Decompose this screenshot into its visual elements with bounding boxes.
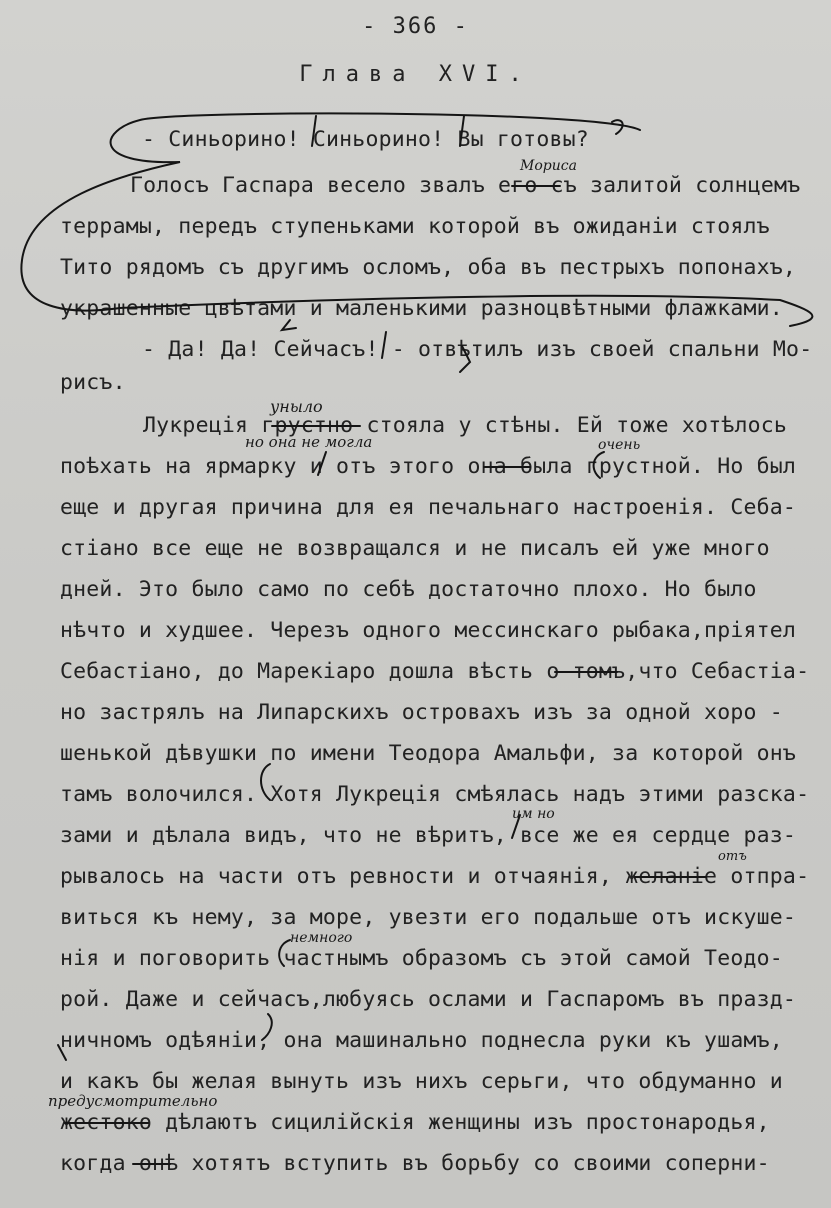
text-line: но застрялъ на Липарскихъ островахъ изъ за одной хоро - bbox=[60, 700, 783, 725]
text-line: террамы, передъ ступеньками которой въ ожиданіи стоялъ bbox=[60, 214, 770, 239]
text-line: Тито рядомъ съ другимъ осломъ, оба въ пестрыхъ попонахъ, bbox=[60, 255, 797, 280]
text-line: стіано все еще не возвращался и не писалъ ей уже много bbox=[60, 536, 770, 561]
text-line: нія и поговорить частнымъ образомъ съ этой самой Теодо- bbox=[60, 946, 783, 971]
text-line: когда онѣ хотятъ вступить въ борьбу со своими соперни- bbox=[60, 1151, 770, 1176]
text-line: еще и другая причина для ея печальнаго настроенія. Себа- bbox=[60, 495, 797, 520]
handwritten-annotation: уныло bbox=[270, 397, 323, 416]
handwritten-annotation: предусмотрительно bbox=[48, 1092, 218, 1110]
handwritten-annotation: очень bbox=[598, 437, 641, 453]
handwritten-annotation: немного bbox=[290, 930, 353, 946]
text-line: жестоко дѣлаютъ сицилійскія женщины изъ простонародья, bbox=[60, 1110, 770, 1135]
text-line: зами и дѣлала видъ, что не вѣритъ, все же ея сердце раз- bbox=[60, 823, 797, 848]
handwritten-annotation: Мориса bbox=[520, 158, 577, 174]
handwritten-annotation: отъ bbox=[718, 849, 747, 864]
text-line: рой. Даже и сейчасъ,любуясь ослами и Гаспаромъ въ празд- bbox=[60, 987, 797, 1012]
text-line: - Да! Да! Сейчасъ! - отвѣтилъ изъ своей спальни Мо- bbox=[142, 337, 813, 362]
handwritten-annotation: но она не могла bbox=[245, 433, 373, 451]
text-line: нѣчто и худшее. Черезъ одного мессинскаго рыбака,пріятел bbox=[60, 618, 797, 643]
text-line: рисъ. bbox=[60, 370, 126, 395]
text-line: Себастіано, до Марекіаро дошла вѣсть о томъ,что Себастіа- bbox=[60, 659, 810, 684]
text-line: шенькой дѣвушки по имени Теодора Амальфи, за которой онъ bbox=[60, 741, 797, 766]
text-line: тамъ волочился. Хотя Лукреція смѣялась надъ этими разска- bbox=[60, 782, 810, 807]
chapter-title: Глава XVI. bbox=[299, 62, 532, 87]
handwritten-annotation: им но bbox=[512, 806, 555, 822]
text-line: - Синьорино! Синьорино! Вы готовы? bbox=[142, 127, 589, 152]
text-line: виться къ нему, за море, увезти его подальше отъ искуше- bbox=[60, 905, 797, 930]
text-line: Лукреція грустно стояла у стѣны. Ей тоже хотѣлось bbox=[143, 413, 788, 438]
text-line: рывалось на части отъ ревности и отчаянія, желаніе отпра- bbox=[60, 864, 810, 889]
text-line: дней. Это было само по себѣ достаточно плохо. Но было bbox=[60, 577, 757, 602]
text-line: украшенные цвѣтами и маленькими разноцвѣтными флажками. bbox=[60, 296, 783, 321]
text-line: Голосъ Гаспара весело звалъ его съ залитой солнцемъ bbox=[130, 173, 801, 198]
page-number: - 366 - bbox=[362, 14, 469, 39]
text-line: ничномъ одѣяніи, она машинально поднесла руки къ ушамъ, bbox=[60, 1028, 783, 1053]
text-line: поѣхать на ярмарку и отъ этого она была грустной. Но был bbox=[60, 454, 797, 479]
text-line: и какъ бы желая вынуть изъ нихъ серьги, что обдуманно и bbox=[60, 1069, 783, 1094]
